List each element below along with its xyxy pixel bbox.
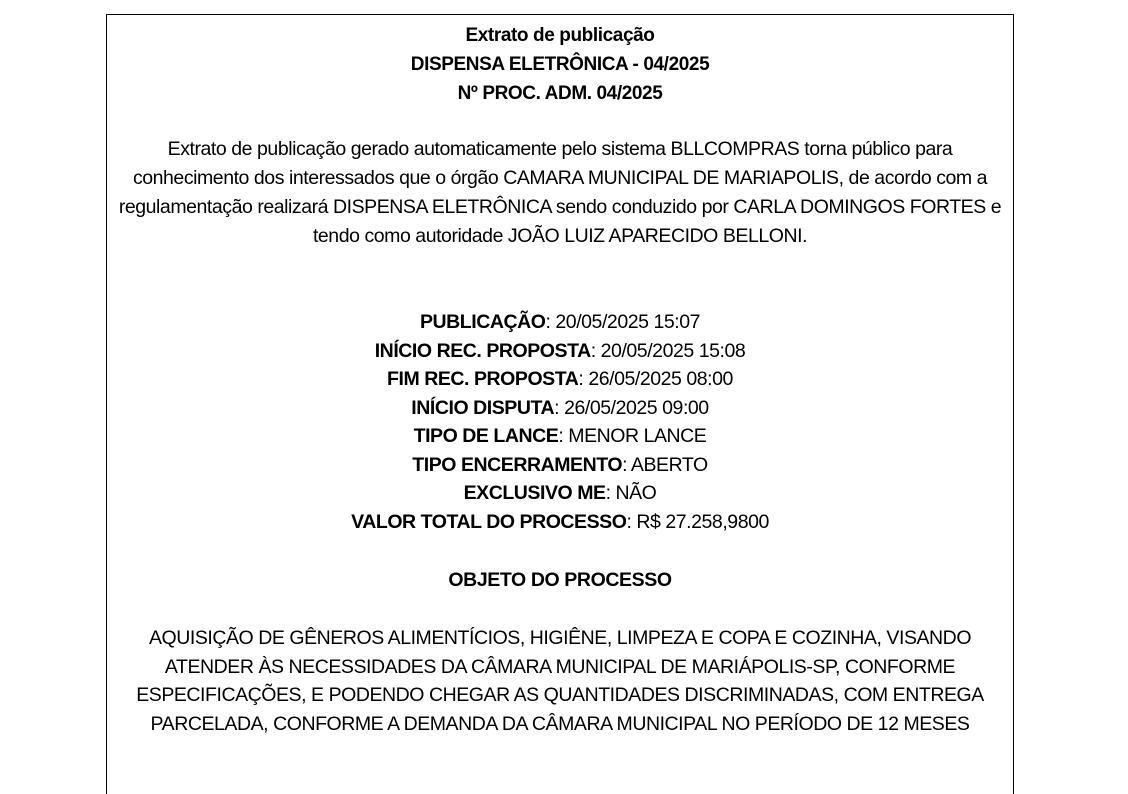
detail-label: INÍCIO DISPUTA	[411, 396, 555, 419]
header-title: Extrato de publicação	[465, 25, 655, 46]
document-header	[107, 21, 1013, 108]
detail-row-fim-rec-proposta	[107, 365, 1013, 394]
detail-row-exclusivo-me	[107, 479, 1013, 508]
detail-label: PUBLICAÇÃO	[419, 311, 546, 333]
detail-value: : 20/05/2025 15:08	[590, 339, 746, 362]
detail-value: : 26/05/2025 08:00	[578, 368, 733, 390]
detail-row-tipo-encerramento	[107, 451, 1013, 480]
document-frame	[106, 14, 1014, 794]
detail-row-publicacao	[107, 308, 1013, 337]
header-process-number: Nº PROC. ADM. 04/2025	[457, 83, 663, 104]
detail-value: : 26/05/2025 09:00	[554, 396, 709, 419]
detail-value: : ABERTO	[622, 453, 708, 476]
object-description: AQUISIÇÃO DE GÊNEROS ALIMENTÍCIOS, HIGIÊNE, LIMPEZA E COPA E COZINHA, VISANDO ATENDER ÀS NECESSIDADES DA CÂMARA MUNICIPAL DE MARIÁPOLIS-SP, CONFORME ESPECIFICAÇÕES, E PODENDO CHEGAR AS QUANTIDADES DISCRIMINADAS, COM ENTREGA PARCELADA, CONFORME A DEMANDA DA CÂMARA MUNICIPAL NO PERÍODO DE 12 MESES	[136, 627, 984, 735]
detail-label: EXCLUSIVO ME	[463, 482, 606, 504]
intro-paragraph: Extrato de publicação gerado automaticamente pelo sistema BLLCOMPRAS torna público para conhecimento dos interessados que o órgão CAMARA MUNICIPAL DE MARIAPOLIS, de acordo com a regulamentação realizará DISPENSA ELETRÔNICA sendo conduzido por CARLA DOMINGOS FORTES e tendo como autoridade JOÃO LUIZ APARECIDO BELLONI.	[118, 138, 1002, 247]
object-section-title: OBJETO DO PROCESSO	[448, 569, 672, 591]
detail-row-inicio-rec-proposta	[107, 337, 1013, 366]
detail-value: : MENOR LANCE	[558, 425, 707, 447]
detail-row-valor-total	[107, 508, 1013, 537]
detail-label: INÍCIO REC. PROPOSTA	[374, 339, 591, 362]
detail-label: VALOR TOTAL DO PROCESSO	[351, 510, 627, 533]
detail-row-tipo-de-lance	[107, 422, 1013, 451]
detail-label: TIPO ENCERRAMENTO	[412, 453, 623, 476]
detail-label: TIPO DE LANCE	[413, 425, 559, 447]
detail-value: : NÃO	[605, 482, 657, 504]
detail-value: : 20/05/2025 15:07	[545, 311, 701, 333]
detail-label: FIM REC. PROPOSTA	[387, 368, 579, 390]
detail-value: : R$ 27.258,9800	[626, 510, 769, 533]
header-dispensa: DISPENSA ELETRÔNICA - 04/2025	[410, 54, 710, 75]
detail-row-inicio-disputa	[107, 394, 1013, 423]
details-list	[107, 308, 1013, 536]
